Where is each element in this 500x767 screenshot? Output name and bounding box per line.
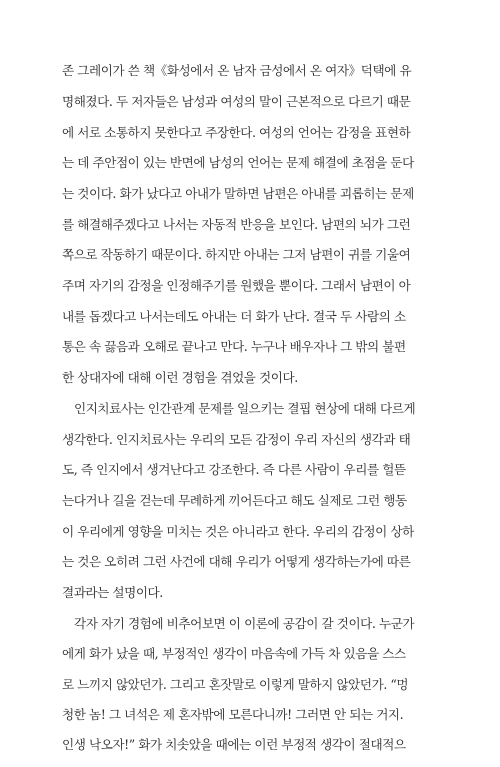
text-line: 는 것은 오히려 그런 사건에 대해 우리가 어떻게 생각하는가에 따른 [62,554,411,569]
text-line: 에 서로 소통하지 못한다고 주장한다. 여성의 언어는 감정을 표현하 [62,125,411,140]
text-line: 명해졌다. 두 저자들은 남성과 여성의 말이 근본적으로 다르기 때문 [62,94,411,109]
text-line: 로 느끼지 않았던가. 그리고 혼잣말로 이렇게 말하지 않았던가. “멍 [62,677,409,692]
text-line: 각자 자기 경험에 비추어보면 이 이론에 공감이 갈 것이다. 누군가 [74,616,415,631]
text-line: 내를 돕겠다고 나서는데도 아내는 더 화가 난다. 결국 두 사람의 소 [62,309,406,324]
text-line: 는 데 주안점이 있는 반면에 남성의 언어는 문제 해결에 초점을 둔다 [62,155,414,170]
text-line: 인생 낙오자!” 화가 치솟았을 때에는 이런 부정적 생각이 절대적으 [62,737,406,752]
text-line: 인지치료사는 인간관계 문제를 일으키는 결핍 현상에 대해 다르게 [74,401,416,416]
text-line: 는 것이다. 화가 났다고 아내가 말하면 남편은 아내를 괴롭히는 문제 [62,186,414,201]
text-line: 는다거나 길을 걷는데 무례하게 끼어든다고 해도 실제로 그런 행동 [62,493,407,508]
text-line: 도, 즉 인지에서 생겨난다고 강조한다. 즉 다른 사람이 우리를 헐뜯 [62,462,406,477]
text-line: 이 우리에게 영향을 미치는 것은 아니라고 한다. 우리의 감정이 상하 [62,524,414,539]
text-line: 쪽으로 작동하기 때문이다. 하지만 아내는 그저 남편이 귀를 기울여 [62,247,411,262]
text-line: 존 그레이가 쓴 책《화성에서 온 남자 금성에서 온 여자》덕택에 유 [62,63,412,78]
text-line: 주며 자기의 감정을 인정해주기를 원했을 뿐이다. 그래서 남편이 아 [62,278,411,293]
text-line: 결과라는 설명이다. [62,585,163,600]
text-line: 청한 놈! 그 녀석은 제 혼자밖에 모른다니까! 그러면 안 되는 거지. [62,707,404,722]
text-line: 생각한다. 인지치료사는 우리의 모든 감정이 우리 자신의 생각과 태 [62,432,411,447]
text-line: 를 해결해주겠다고 나서는 자동적 반응을 보인다. 남편의 뇌가 그런 [62,217,411,232]
text-line: 통은 속 끓음과 오해로 끝나고 만다. 누구나 배우자나 그 밖의 불편 [62,339,406,354]
text-line: 에게 화가 났을 때, 부정적인 생각이 마음속에 가득 차 있음을 스스 [62,646,406,661]
text-line: 한 상대자에 대해 이런 경험을 겪었을 것이다. [62,370,298,385]
